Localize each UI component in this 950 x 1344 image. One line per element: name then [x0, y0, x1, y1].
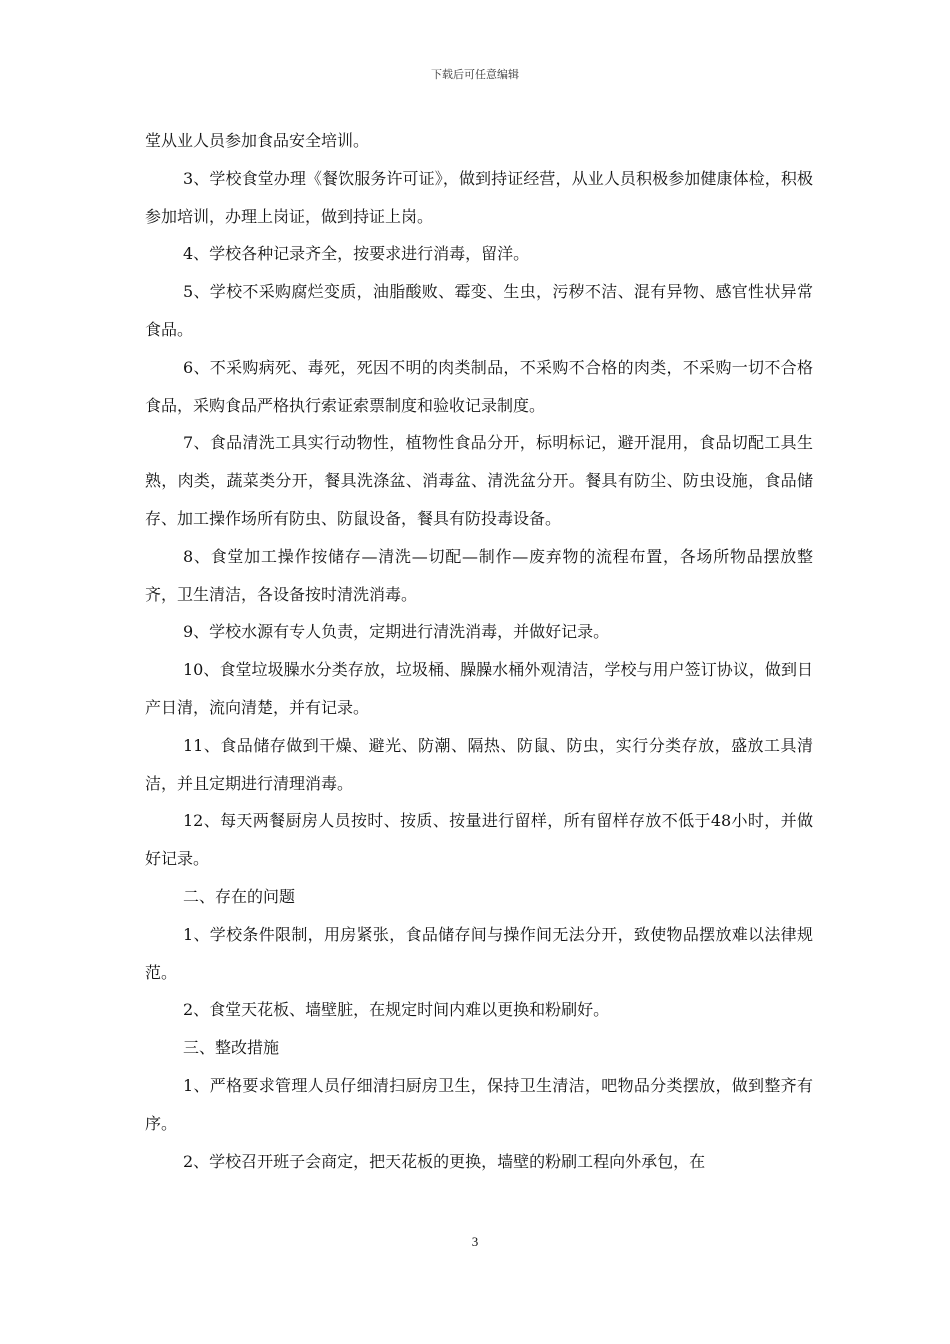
- paragraph: 6、不采购病死、毒死，死因不明的肉类制品，不采购不合格的肉类，不采购一切不合格食品，采购食品严格执行索证索票制度和验收记录制度。: [145, 357, 813, 415]
- paragraph: 2、学校召开班子会商定，把天花板的更换，墙壁的粉刷工程向外承包，在: [183, 1151, 706, 1171]
- section-heading: 二、存在的问题: [183, 886, 296, 906]
- paragraph: 堂从业人员参加食品安全培训。: [145, 131, 370, 150]
- paragraph: 2、食堂天花板、墙壁脏，在规定时间内难以更换和粉刷好。: [183, 1000, 610, 1020]
- paragraph: 8、食堂加工操作按储存—清洗—切配—制作—废弃物的流程布置，各场所物品摆放整齐，卫生清洁，各设备按时清洗消毒。: [145, 546, 813, 604]
- paragraph: 1、学校条件限制，用房紧张，食品储存间与操作间无法分开，致使物品摆放难以法律规范。: [145, 924, 813, 982]
- document-body: [145, 122, 813, 1180]
- page-number: 3: [471, 1234, 479, 1249]
- paragraph: 1、严格要求管理人员仔细清扫厨房卫生，保持卫生清洁，吧物品分类摆放，做到整齐有序。: [145, 1075, 813, 1133]
- paragraph: 7、食品清洗工具实行动物性，植物性食品分开，标明标记，避开混用，食品切配工具生熟，肉类，蔬菜类分开，餐具洗涤盆、消毒盆、清洗盆分开。餐具有防尘、防虫设施，食品储存、加工操作场所有防虫、防鼠设备，餐具有防投毒设备。: [145, 433, 813, 528]
- page-header: 下载后可任意编辑: [431, 68, 519, 81]
- paragraph: 3、学校食堂办理《餐饮服务许可证》，做到持证经营，从业人员积极参加健康体检，积极参加培训，办理上岗证，做到持证上岗。: [145, 168, 813, 226]
- section-heading: 三、整改措施: [183, 1038, 280, 1058]
- paragraph: 10、食堂垃圾臊水分类存放，垃圾桶、臊臊水桶外观清洁，学校与用户签订协议，做到日产日清，流向清楚，并有记录。: [145, 660, 813, 717]
- paragraph: 9、学校水源有专人负责，定期进行清洗消毒，并做好记录。: [183, 622, 610, 642]
- paragraph: 4、学校各种记录齐全，按要求进行消毒，留洋。: [183, 244, 530, 264]
- paragraph: 11、食品储存做到干燥、避光、防潮、隔热、防鼠、防虫，实行分类存放，盛放工具清洁，并且定期进行清理消毒。: [145, 735, 813, 793]
- paragraph: 5、学校不采购腐烂变质，油脂酸败、霉变、生虫，污秽不洁、混有异物、感官性状异常食品。: [145, 282, 813, 339]
- paragraph: 12、每天两餐厨房人员按时、按质、按量进行留样，所有留样存放不低于48小时，并做好记录。: [145, 811, 813, 869]
